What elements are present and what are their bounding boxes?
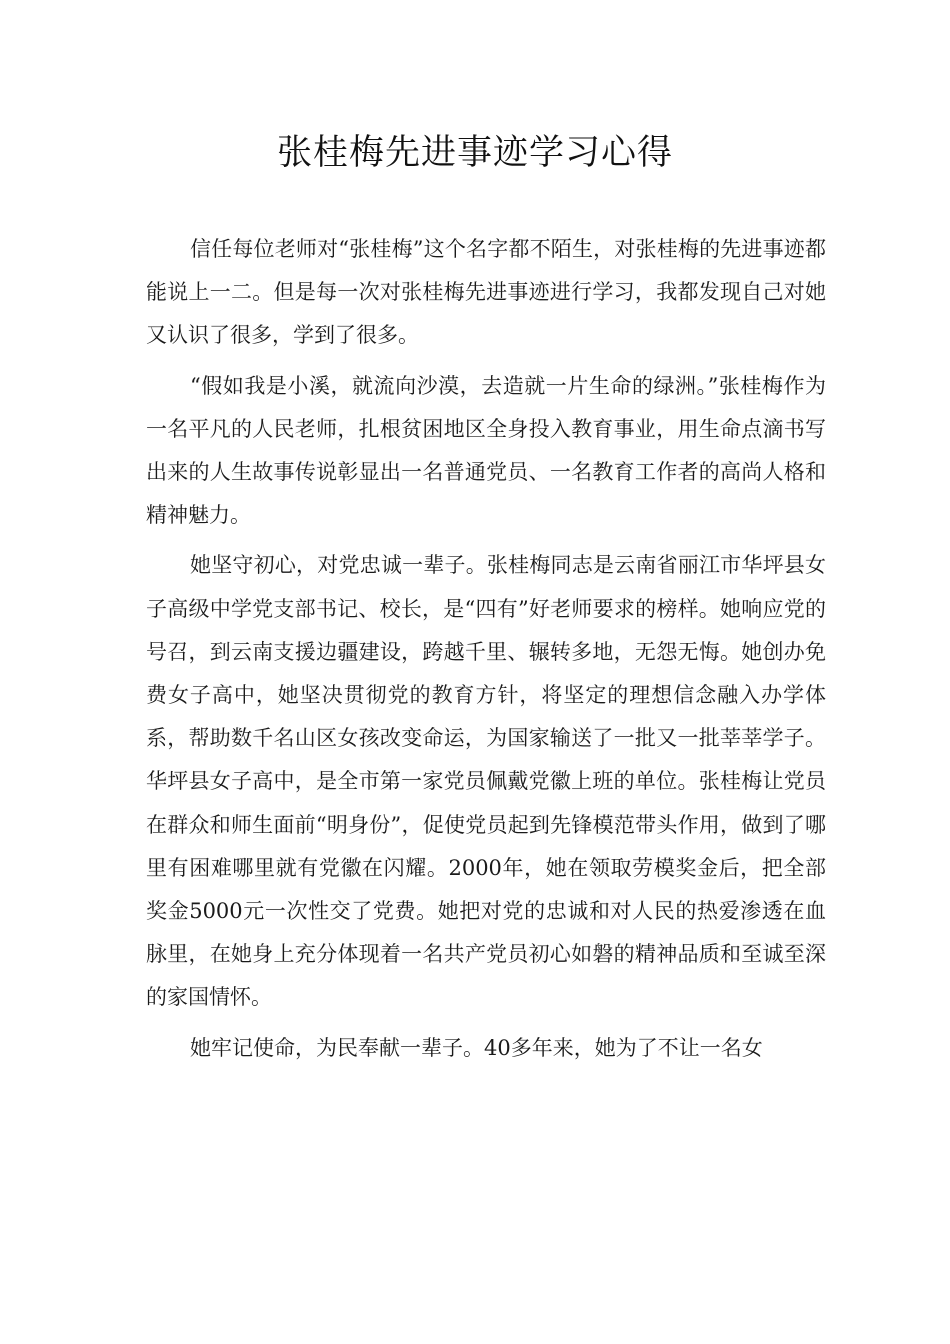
- paragraph-loyalty: 她坚守初心，对党忠诚一辈子。张桂梅同志是云南省丽江市华坪县女子高级中学党支部书记、校长，是“四有”好老师要求的榜样。她响应党的号召，到云南支援边疆建设，跨越千里、辗转多地，无怨无悔。她创办免费女子高中，她坚决贯彻党的教育方针，将坚定的理想信念融入办学体系，帮助数千名山区女孩改变命运，为国家输送了一批又一批莘莘学子。华坪县女子高中，是全市第一家党员佩戴党徽上班的单位。张桂梅让党员在群众和师生面前“明身份”，促使党员起到先锋模范带头作用，做到了哪里有困难哪里就有党徽在闪耀。2000年，她在领取劳模奖金后，把全部奖金5000元一次性交了党费。她把对党的忠诚和对人民的热爱渗透在血脉里，在她身上充分体现着一名共产党员初心如磐的精神品质和至诚至深的家国情怀。: [146, 553, 826, 1010]
- document-title: 张桂梅先进事迹学习心得: [276, 133, 673, 173]
- paragraph-mission: 她牢记使命，为民奉献一辈子。40多年来，她为了不让一名女: [190, 1035, 763, 1060]
- paragraph-intro: 信任每位老师对“张桂梅”这个名字都不陌生，对张桂梅的先进事迹都能说上一二。但是每一次对张桂梅先进事迹进行学习，我都发现自己对她又认识了很多，学到了很多。: [146, 237, 826, 348]
- paragraph-quote: “假如我是小溪，就流向沙漠，去造就一片生命的绿洲。”张桂梅作为一名平凡的人民老师，扎根贫困地区全身投入教育事业，用生命点滴书写出来的人生故事传说彰显出一名普通党员、一名教育工作者的高尚人格和精神魅力。: [146, 373, 826, 528]
- document-body: [146, 228, 826, 1077]
